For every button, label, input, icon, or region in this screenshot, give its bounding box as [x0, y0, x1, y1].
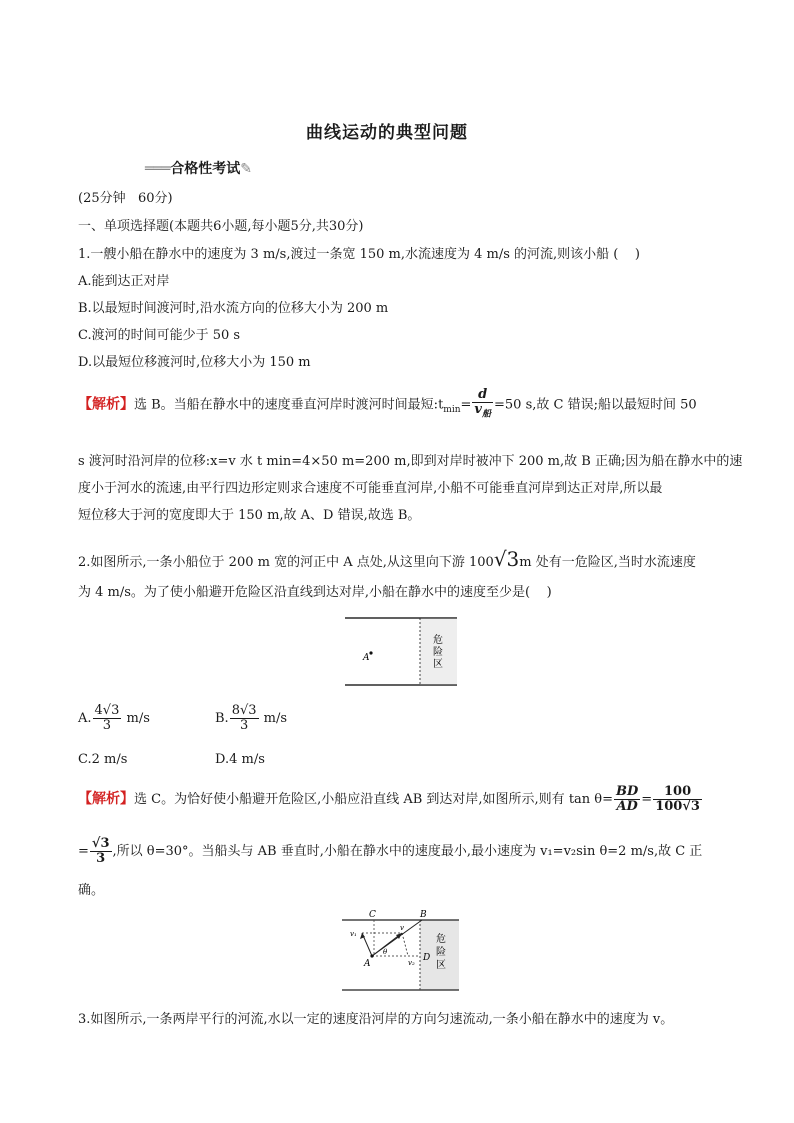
q1-solution-line3: 度小于河水的流速,由平行四边形定则求合速度不可能垂直河岸,小船不可能垂直河岸到达正对岸,所以最 [78, 481, 663, 496]
q1-solution-line1: 【解析】选 B。当船在静水中的速度垂直河岸时渡河时间最短$:t_{min}=$ $\frac{d}{v_船}$ =50 s,故 C 错误;船以最短时间 50 [78, 387, 697, 420]
q1-stem: 1.一艘小船在静水中的速度为 3 m/s,渡过一条宽 150 m,水流速度为 4 m/s 的河流,则该小船 ( ) [78, 247, 640, 262]
q2-option-d: D.4 m/s [215, 752, 265, 767]
label-v2: v₂ [408, 959, 415, 967]
q2-solution-line1: 【解析】选 C。为恰好使小船避开危险区,小船应沿直线 AB 到达对岸,如图所示,则有 tan θ= $\frac{BD}{AD}$ = $\frac{100}{100√3}$ [78, 784, 700, 814]
label-v: v [400, 924, 404, 932]
q3-stem: 3.如图所示,一条两岸平行的河流,水以一定的速度沿河岸的方向匀速流动,一条小船在静水中的速度为 v。 [78, 1012, 674, 1027]
point-a-label: A [363, 653, 370, 663]
danger-char-2: 险 [433, 647, 443, 658]
q2-solution-line3: 确。 [78, 883, 105, 898]
q2-option-a: A. $\frac{4√3}{3}$ m/s [78, 703, 150, 733]
section-header [145, 158, 252, 178]
q1-option-b: B.以最短时间渡河时,沿水流方向的位移大小为 200 m [78, 301, 389, 316]
danger-char-3: 区 [433, 659, 443, 670]
exam-meta: (25分钟 60分) [78, 191, 173, 206]
danger-char-2: 险 [436, 947, 446, 958]
q2-solution-line2: = $\frac{√3}{3}$ ,所以 θ=30°。当船头与 AB 垂直时,小船在静水中的速度最小,最小速度为 v₁=v₂sin θ=2 m/s,故 C 正 [78, 836, 703, 866]
q1-solution-line4: 短位移大于河的宽度即大于 150 m,故 A、D 错误,故选 B。 [78, 508, 421, 523]
solution-tag: 【解析】 [78, 396, 134, 413]
danger-char-1: 危 [433, 635, 443, 646]
label-theta: θ [383, 948, 388, 956]
page-title: 曲线运动的典型问题 [306, 123, 468, 143]
danger-char-3: 区 [436, 960, 446, 971]
label-b: B [420, 910, 427, 920]
label-d: D [423, 953, 431, 963]
q1-option-a: A.能到达正对岸 [78, 274, 170, 289]
label-a: A [364, 959, 371, 969]
label-v1: v₁ [350, 930, 357, 938]
q1-option-d: D.以最短位移渡河时,位移大小为 150 m [78, 355, 311, 370]
label-c: C [369, 910, 376, 920]
q2-stem-line1: 2.如图所示,一条小船位于 200 m 宽的河正中 A 点处,从这里向下游 100√3m 处有一危险区,当时水流速度 [78, 547, 696, 571]
fraction-d-over-v: $\frac{d}{v_船}$ [474, 387, 491, 420]
pen-icon: ✎ [240, 161, 253, 177]
q1-option-c: C.渡河的时间可能少于 50 s [78, 328, 241, 343]
river-figure-2 [342, 908, 460, 994]
point-a-dot [369, 651, 372, 654]
part-heading: 一、单项选择题(本题共6小题,每小题5分,共30分) [78, 219, 364, 234]
q1-solution-line2: s 渡河时沿河岸的位移:x=v 水 t min=4×50 m=200 m,即到对岸时被冲下 200 m,故 B 正确;因为船在静水中的速 [78, 454, 743, 469]
solution-tag: 【解析】 [78, 791, 134, 807]
river-figure-1 [345, 617, 458, 687]
q2-stem-line2: 为 4 m/s。为了使小船避开危险区沿直线到达对岸,小船在静水中的速度至少是( ) [78, 585, 552, 600]
q2-option-c: C.2 m/s [78, 752, 128, 767]
section-deco: ═══ [145, 161, 171, 177]
section-label: 合格性考试 [170, 161, 241, 177]
q2-option-b: B. $\frac{8√3}{3}$ m/s [215, 703, 288, 733]
danger-char-1: 危 [436, 934, 446, 945]
